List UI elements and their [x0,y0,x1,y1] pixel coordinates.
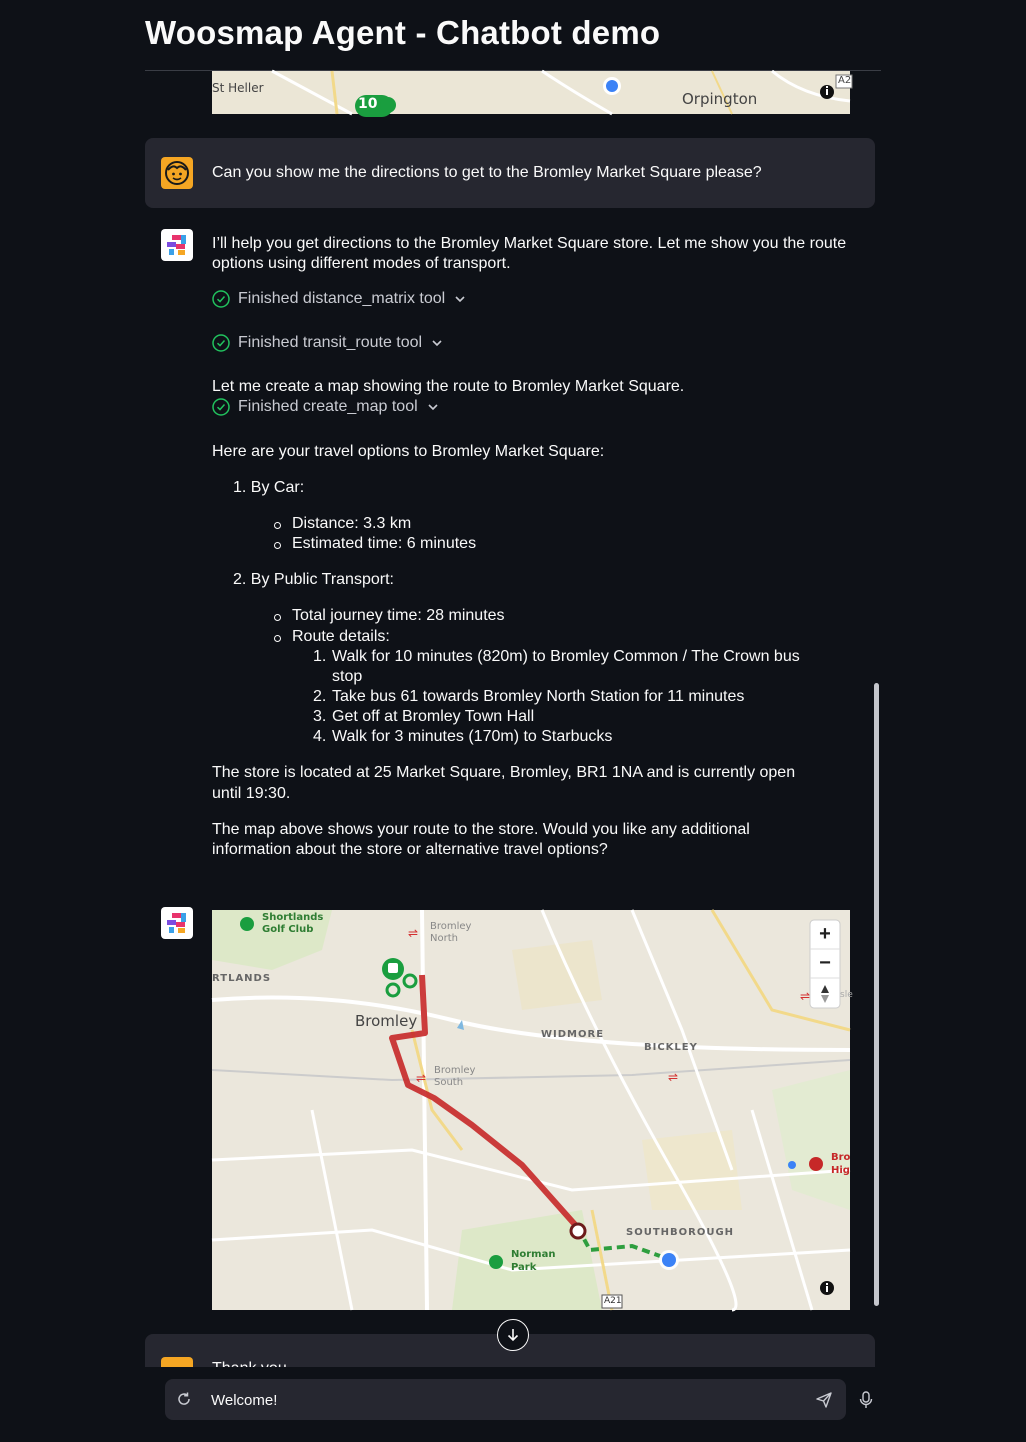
transport-total: Total journey time: 28 minutes [292,607,505,624]
car-distance: Distance: 3.3 km [292,515,412,532]
user-message-text: Can you show me the directions to get to the Bromley Market Square please? [212,164,762,181]
map-label-rtlands: RTLANDS [212,973,272,984]
chat-input-container [165,1379,846,1420]
bullet-icon [274,635,281,642]
tool-distance-matrix[interactable] [212,289,467,309]
zoom-out-button[interactable]: − [819,952,831,974]
tool-transit-route[interactable] [212,333,444,353]
map-label-bromley: Bromley [355,1012,418,1030]
map-label-norman-park-2: Park [511,1262,537,1273]
step-number: 2. [313,688,327,705]
options-heading: Here are your travel options to Bromley Market Square: [212,443,605,460]
svg-text:⇌: ⇌ [800,989,811,1003]
map-label-bromley-south-2: South [434,1077,464,1088]
road-badge: A2 [838,75,852,86]
assistant-intro: I’ll help you get directions to the Bromley Market Square store. Let me show you the route options using different modes of transport. [212,235,847,272]
microphone-icon[interactable] [858,1390,874,1410]
page-title: Woosmap Agent - Chatbot demo [145,14,661,51]
store-info: The store is located at 25 Market Square, Bromley, BR1 1NA and is currently open [212,764,796,781]
chevron-down-icon [453,292,467,306]
app-header [145,0,881,71]
svg-text:⇌: ⇌ [668,1070,679,1084]
map-label-bromley-north-2: North [430,933,458,944]
route-details-label: Route details: [292,628,390,645]
chevron-down-icon [426,400,440,414]
check-circle-icon [212,290,230,308]
check-circle-icon [212,398,230,416]
map-label-norman-park: Norman [511,1249,556,1260]
send-icon[interactable] [815,1391,833,1409]
route-badge: 10 [358,96,378,112]
bullet-icon [274,542,281,549]
car-heading: 1. By Car: [233,479,305,496]
map-label-hig: Hig [831,1165,850,1176]
previous-map[interactable] [212,71,850,114]
map-label-bro: Bro [831,1152,851,1163]
step-number: 4. [313,728,327,745]
map-label-widmore: WIDMORE [541,1029,605,1040]
route-step-2: Take bus 61 towards Bromley North Station for 11 minutes [332,688,745,705]
route-step-4: Walk for 3 minutes (170m) to Starbucks [332,728,613,745]
map-label-bickley: BICKLEY [644,1042,698,1053]
scrollbar[interactable] [874,683,879,1306]
scroll-to-bottom-button[interactable] [497,1319,529,1351]
map-label-bromley-north: Bromley [430,921,472,932]
zoom-in-button[interactable]: + [819,923,831,945]
check-circle-icon [212,334,230,352]
closing-text: The map above shows your route to the store. Would you like any additional [212,821,750,838]
car-time: Estimated time: 6 minutes [292,535,477,552]
user-message [145,138,875,208]
map-label-orpington: Orpington [682,90,758,108]
tool-label: Finished create_map tool [238,398,418,415]
user-avatar-icon [161,157,193,189]
map-label-golf-2: Golf Club [262,924,314,935]
bullet-icon [274,614,281,621]
route-step-1-cont: stop [332,668,363,685]
assistant-avatar-icon [161,229,193,261]
map-label-southborough: SOUTHBOROUGH [626,1227,735,1238]
step-number: 1. [313,648,327,665]
arrow-down-icon [505,1327,521,1343]
chat-input[interactable] [209,1379,793,1422]
info-icon[interactable] [819,1280,835,1296]
tool-label: Finished distance_matrix tool [238,290,446,307]
route-map[interactable] [212,910,853,1310]
refresh-icon[interactable] [175,1390,193,1408]
map-label-golf: Shortlands [262,912,324,923]
tool-label: Finished transit_route tool [238,334,423,351]
closing-text-cont: information about the store or alternative travel options? [212,841,608,858]
compass-icon[interactable] [810,979,840,1007]
svg-text:⇌: ⇌ [416,1071,427,1085]
chevron-down-icon [430,336,444,350]
map-note: Let me create a map showing the route to Bromley Market Square. [212,378,685,395]
assistant-avatar-icon [161,907,193,939]
map-label-road: A21 [604,1296,622,1306]
step-number: 3. [313,708,327,725]
bullet-icon [274,522,281,529]
store-info-cont: until 19:30. [212,785,291,802]
transport-heading: 2. By Public Transport: [233,571,394,588]
tool-create-map[interactable] [212,397,440,417]
route-step-1: Walk for 10 minutes (820m) to Bromley Common / The Crown bus [332,648,800,665]
route-step-3: Get off at Bromley Town Hall [332,708,535,725]
map-label-st-heller: St Heller [212,81,264,95]
svg-text:⇌: ⇌ [408,926,419,940]
map-label-edge: sle [840,990,853,1000]
map-label-bromley-south: Bromley [434,1065,476,1076]
